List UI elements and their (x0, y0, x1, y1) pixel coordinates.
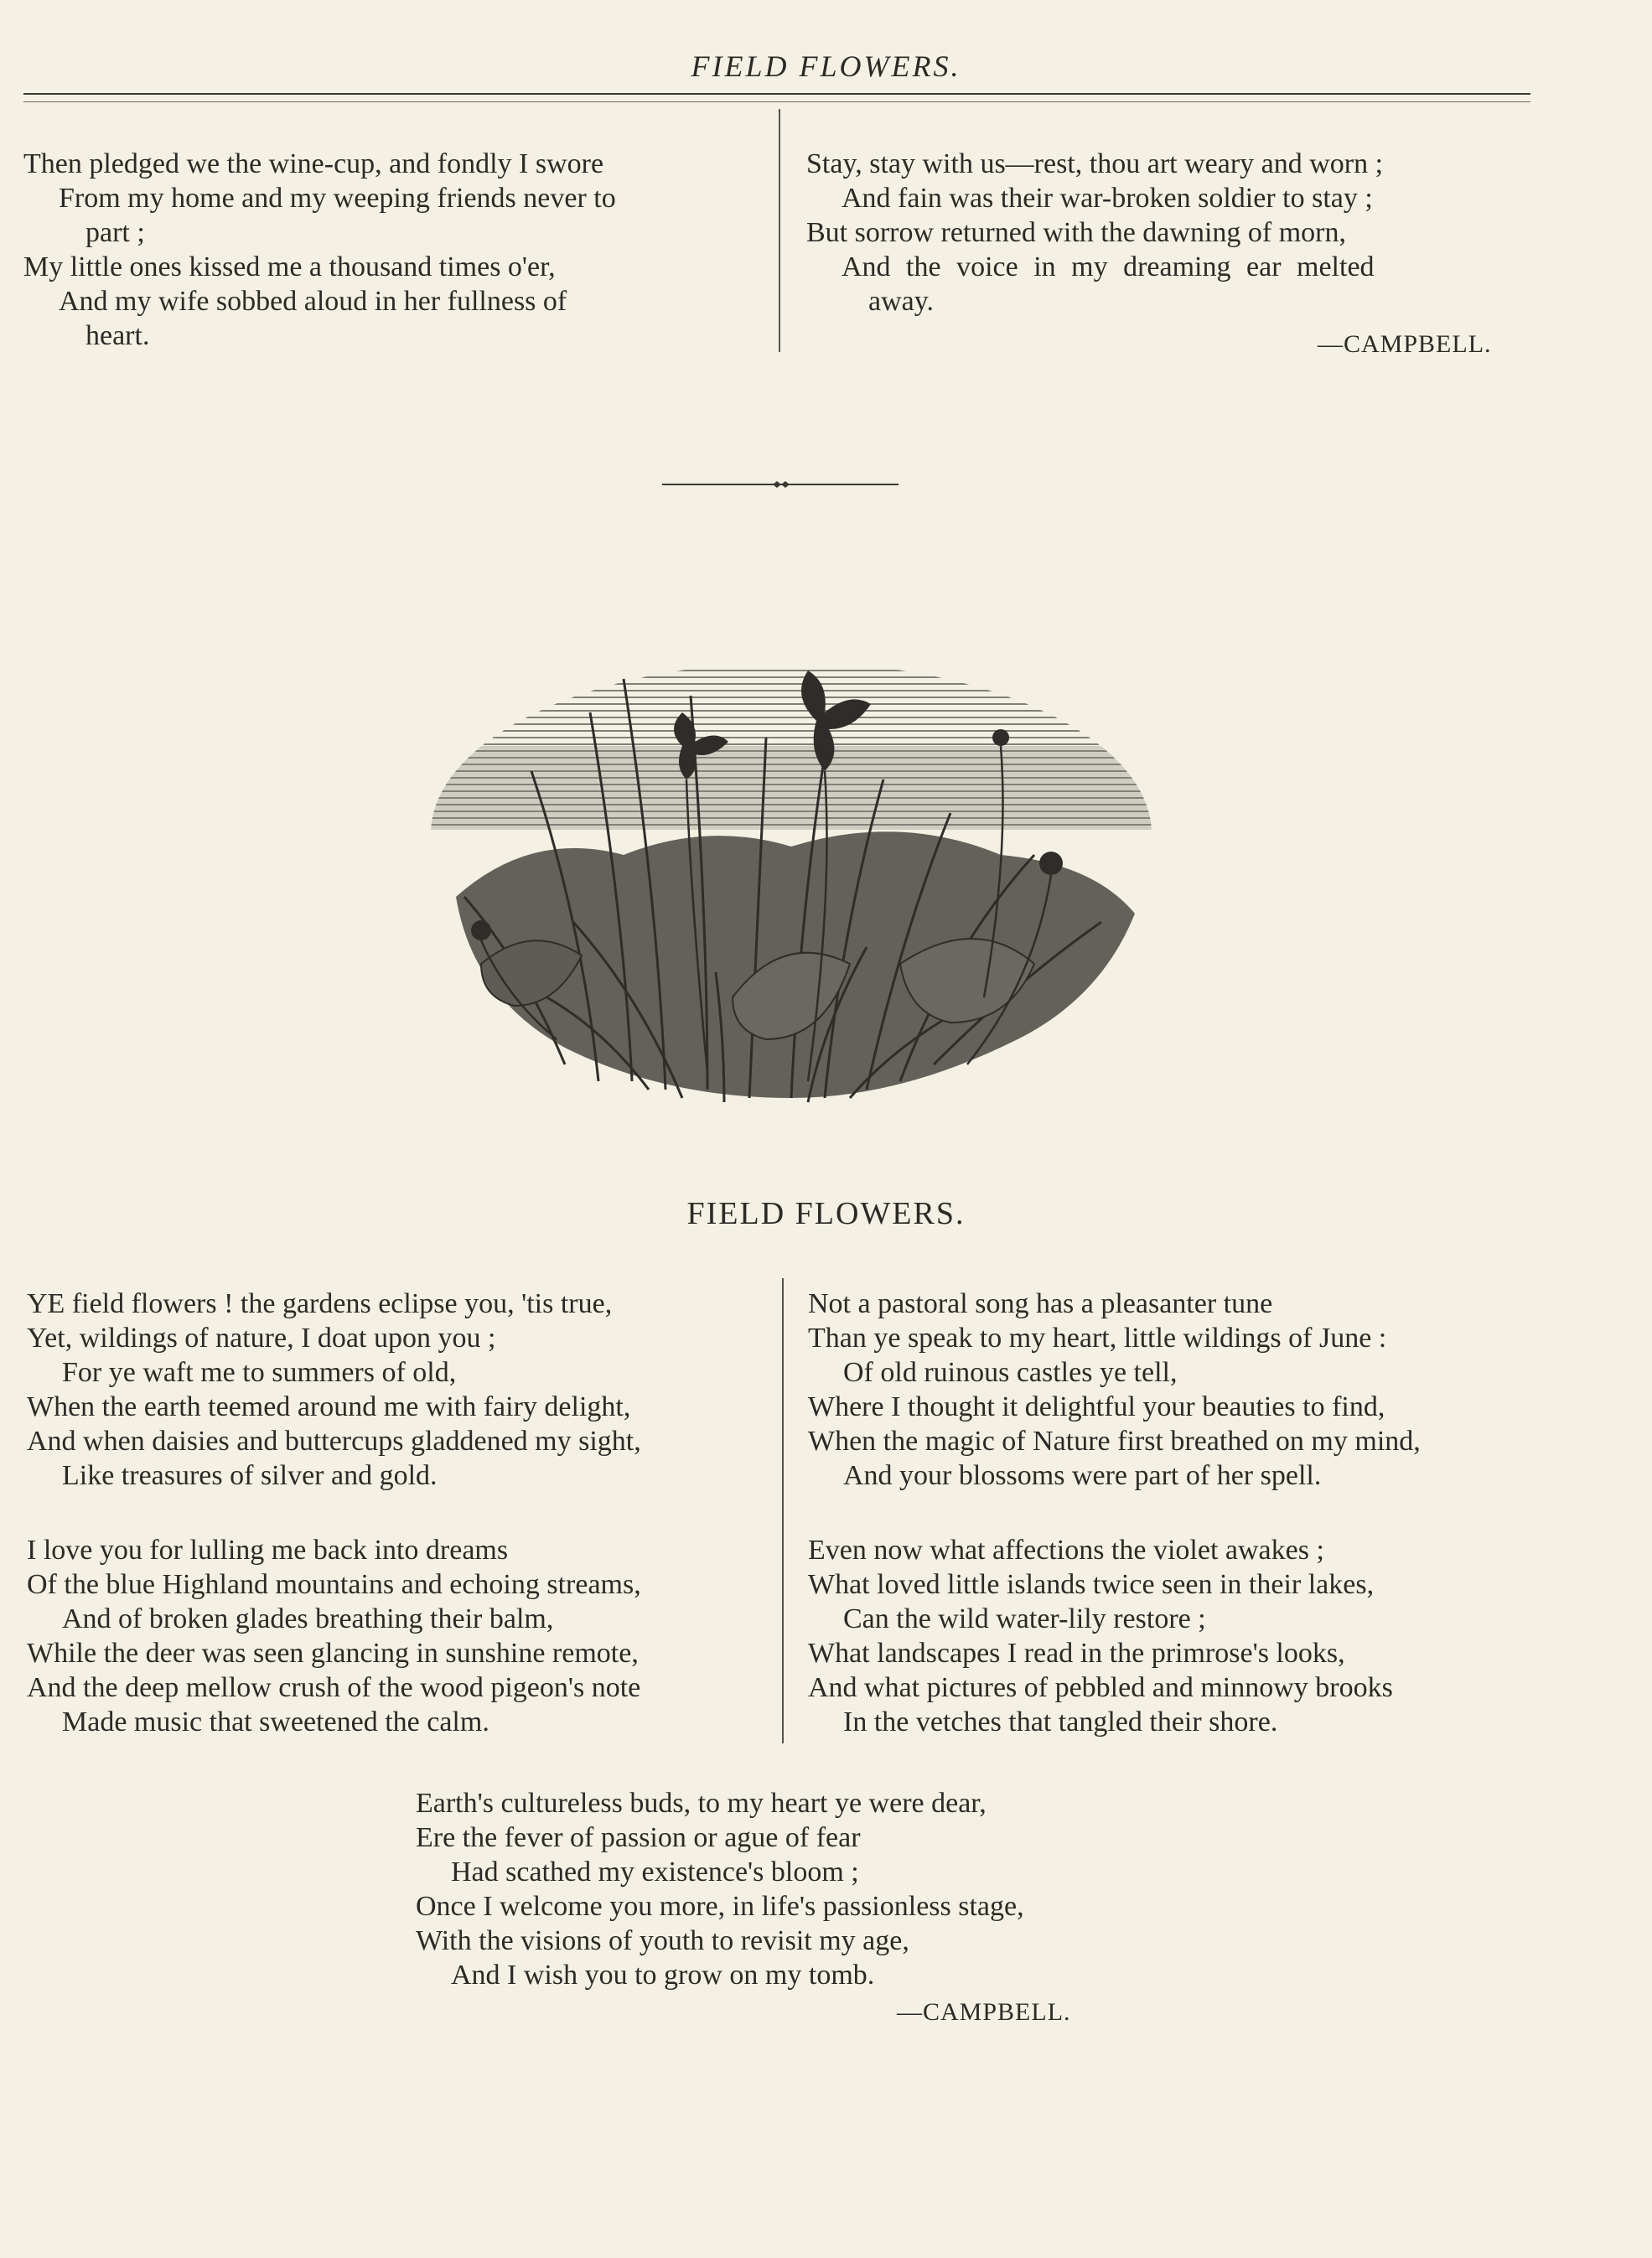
verse-line: Even now what affections the violet awakes ; (808, 1535, 1324, 1566)
field-flowers-engraving (431, 645, 1152, 1115)
verse-line: For ye waft me to summers of old, (62, 1357, 457, 1388)
verse-line: away. (868, 286, 935, 317)
verse-line: When the earth teemed around me with fairy delight, (27, 1391, 631, 1422)
ornamental-separator (662, 480, 899, 489)
verse-line: And when daisies and buttercups gladdened my sight, (27, 1426, 641, 1457)
header-rule (23, 93, 1530, 95)
poem-title: FIELD FLOWERS. (686, 1196, 966, 1231)
poem-stanza-3 (808, 1287, 1421, 1493)
running-head: FIELD FLOWERS. (691, 49, 961, 83)
verse-line: Of the blue Highland mountains and echoing streams, (27, 1569, 641, 1600)
verse-line: And my wife sobbed aloud in her fullness of (59, 286, 567, 317)
prev-poem-left-stanza (23, 147, 616, 353)
verse-line: What landscapes I read in the primrose's looks, (808, 1638, 1345, 1669)
column-divider-top (779, 109, 780, 352)
prev-poem-attribution: —CAMPBELL. (1318, 330, 1492, 358)
verse-line: Then pledged we the wine-cup, and fondly I swore (23, 148, 604, 179)
verse-line: And your blossoms were part of her spell. (843, 1460, 1322, 1491)
verse-line: I love you for lulling me back into dreams (27, 1535, 509, 1566)
verse-line: My little ones kissed me a thousand times o'er, (23, 251, 556, 282)
poem-stanza-5 (416, 1786, 1024, 1992)
poem-stanza-1 (27, 1287, 641, 1493)
verse-line: heart. (85, 320, 150, 351)
verse-line: And I wish you to grow on my tomb. (451, 1960, 875, 1991)
verse-line: Stay, stay with us—rest, thou art weary and worn ; (806, 148, 1384, 179)
sky-hatching (431, 671, 1152, 830)
verse-line: When the magic of Nature first breathed on my mind, (808, 1426, 1421, 1457)
column-divider-bottom (782, 1278, 784, 1743)
verse-line: Like treasures of silver and gold. (62, 1460, 438, 1491)
verse-line: Of old ruinous castles ye tell, (843, 1357, 1178, 1388)
poem-stanza-4 (808, 1533, 1393, 1739)
poem-stanza-2 (27, 1533, 641, 1739)
verse-line: From my home and my weeping friends never to (59, 183, 616, 214)
verse-line: Can the wild water-lily restore ; (843, 1603, 1206, 1634)
verse-line: part ; (85, 217, 145, 248)
verse-line: Where I thought it delightful your beauties to find, (808, 1391, 1385, 1422)
verse-line: Made music that sweetened the calm. (62, 1706, 489, 1738)
prev-poem-right-stanza (806, 147, 1383, 319)
verse-line: YE field flowers ! the gardens eclipse you, 'tis true, (27, 1288, 613, 1319)
verse-line: And fain was their war-broken soldier to stay ; (842, 183, 1373, 214)
verse-line: And the deep mellow crush of the wood pigeon's note (27, 1672, 641, 1703)
verse-line: What loved little islands twice seen in their lakes, (808, 1569, 1375, 1600)
verse-line: Once I welcome you more, in life's passionless stage, (416, 1891, 1024, 1922)
verse-line: Earth's cultureless buds, to my heart ye were dear, (416, 1788, 987, 1819)
header-rule-thin (23, 101, 1530, 102)
verse-line: And of broken glades breathing their balm, (62, 1603, 554, 1634)
verse-line: While the deer was seen glancing in sunshine remote, (27, 1638, 639, 1669)
verse-line: Not a pastoral song has a pleasanter tune (808, 1288, 1273, 1319)
verse-line: In the vetches that tangled their shore. (843, 1706, 1278, 1738)
verse-line: With the visions of youth to revisit my age, (416, 1925, 909, 1956)
verse-line: And the voice in my dreaming ear melted (842, 251, 1375, 282)
verse-line: But sorrow returned with the dawning of morn, (806, 217, 1346, 248)
poem-attribution: —CAMPBELL. (897, 1998, 1071, 2026)
verse-line: Than ye speak to my heart, little wildings of June : (808, 1323, 1387, 1354)
verse-line: Ere the fever of passion or ague of fear (416, 1822, 861, 1853)
verse-line: Yet, wildings of nature, I doat upon you ; (27, 1323, 496, 1354)
verse-line: And what pictures of pebbled and minnowy brooks (808, 1672, 1393, 1703)
verse-line: Had scathed my existence's bloom ; (451, 1857, 859, 1888)
